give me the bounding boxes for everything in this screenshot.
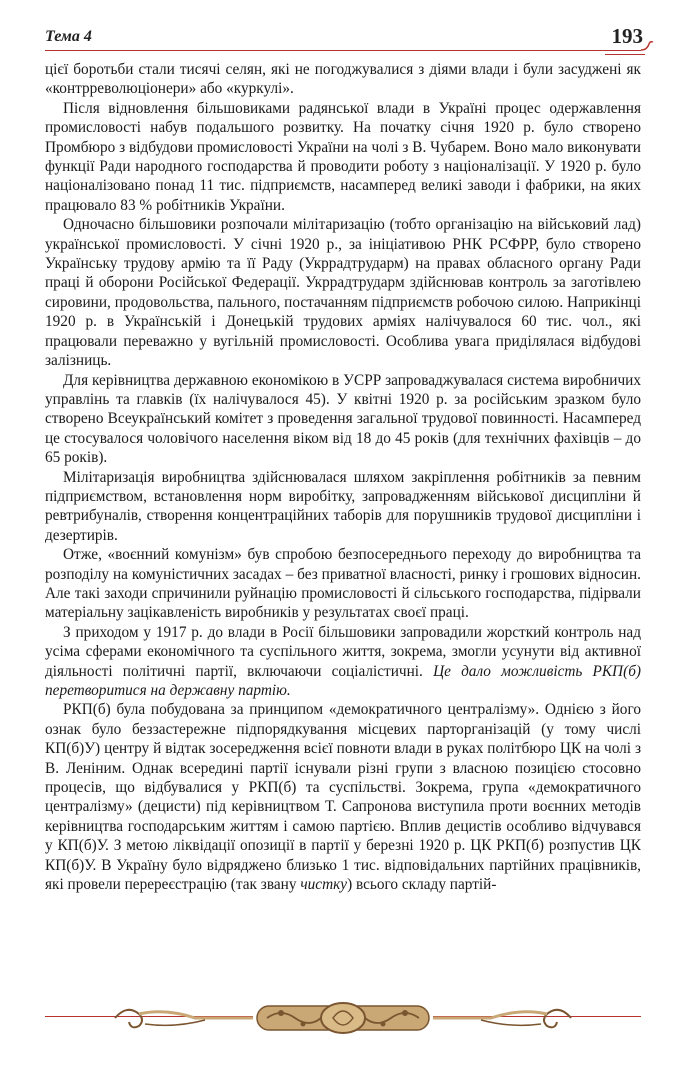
paragraph: цієї боротьби стали тисячі селян, які не погоджувалися з діями влади і були засуджені як «контрреволюціонери» або «куркулі». — [45, 61, 641, 98]
page-header — [45, 24, 655, 58]
paragraph — [45, 623, 641, 701]
emphasis-text: Це дало можливість РКП(б) перетворитися на державну партію. — [45, 662, 641, 699]
paragraph — [45, 700, 641, 894]
paragraph: Одночасно більшовики розпочали мілітаризацію (тобто організацію на військовий лад) української промисловості. У січні 1920 р., за ініціативою РНК РСФРР, було створено Українську трудову армію та її Раду (Укррадтрударм) на правах обласного органу Ради праці й оборони Російської Федерації. Укррадтрударм здійснював контроль за заготівлею сировини, продовольства, пального, постачанням підприємств робочою силою. Наприкінці 1920 р. в Українській і Донецькій трудових арміях налічувалося 60 тис. чол., які працювали переважно у вугільній промисловості. Особлива увага приділялася відбудові залізниць. — [45, 216, 641, 370]
emphasis-term: чистку — [300, 876, 348, 894]
paragraph: Для керівництва державною економікою в УСРР запроваджувалася система виробничих управлінь та главків (їх налічувалося 45). У квітні 1920 р. за російським зразком було створено Всеукраїнський комітет з проведення загальної трудової повинності. Насамперед це стосувалося чоловічого населення віком від 18 до 45 років (для технічних фахівців – до 65 років). — [45, 371, 641, 467]
paragraph-text: ) всього складу партій- — [347, 876, 497, 894]
main-text — [45, 60, 641, 894]
header-rule — [45, 50, 641, 51]
topic-label: Тема 4 — [45, 28, 92, 45]
header-swash-ornament — [641, 40, 655, 58]
paragraph: Мілітаризація виробництва здійснювалася шляхом закріплення робітників за певним підприємством, встановлення норм виробітку, запровадженням військової дисципліни й ревтрибуналів, створення концентраційних таборів для порушників трудової дисципліни і дезертирів. — [45, 468, 641, 544]
page-number: 193 — [611, 24, 643, 48]
page-footer — [45, 996, 641, 1040]
paragraph-text: З приходом у 1917 р. до влади в Росії більшовики запровадили жорсткий контроль над усіма сферами економічного та суспільного життя, зокрема, змогли усунути від активної діяльності політичні партії, включаючи соціалістичні. — [45, 623, 641, 680]
header-rule-short — [605, 54, 645, 55]
paragraph-text: РКП(б) була побудована за принципом «демократичного централізму». Однією з його ознак було беззастережне підпорядкування місцевих парторганізацій (у тому числі КП(б)У) центру й відтак зосередження всієї повноти влади в руках політбюро ЦК на чолі з В. Леніним. Однак всередині партії існували різні групи з власною позицією стосовно процесів, що відбувалися у РКП(б) та суспільстві. Зокрема, група «демократичного централізму» (децисти) під керівництвом Т. Сапронова виступила проти воєнних методів керівництва господарським життям і самою партією. Вплив децистів особливо відчувався у КП(б)У. З метою ліквідації опозиції в партії у березні 1920 р. ЦК РКП(б) розпустив ЦК КП(б)У. В Україну було відряджено близько 1 тис. відповідальних партійних працівників, які провели перереєстрацію (так звану — [45, 701, 641, 894]
paragraph: Отже, «воєнний комунізм» був спробою безпосереднього переходу до виробництва та розподілу на комуністичних засадах – без приватної власності, ринку і грошових відносин. Але такі заходи спричинили руйнацію промисловості й сільського господарства, підірвали матеріальну зацікавленість виробників у результатах своєї праці. — [45, 546, 641, 622]
paragraph: Після відновлення більшовиками радянської влади в Україні процес одержавлення промисловості набув подальшого розвитку. На початку січня 1920 р. було створено Промбюро з відбудови промисловості України на чолі з В. Чубарем. Воно мало виконувати функції Ради народного господарства й проводити роботу з націоналізації. У 1920 р. було націоналізовано понад 11 тис. підприємств, насамперед великі заводи і фабрики, на яких працювало 83 % робітників України. — [45, 99, 641, 214]
footer-ornament-icon — [45, 996, 641, 1040]
